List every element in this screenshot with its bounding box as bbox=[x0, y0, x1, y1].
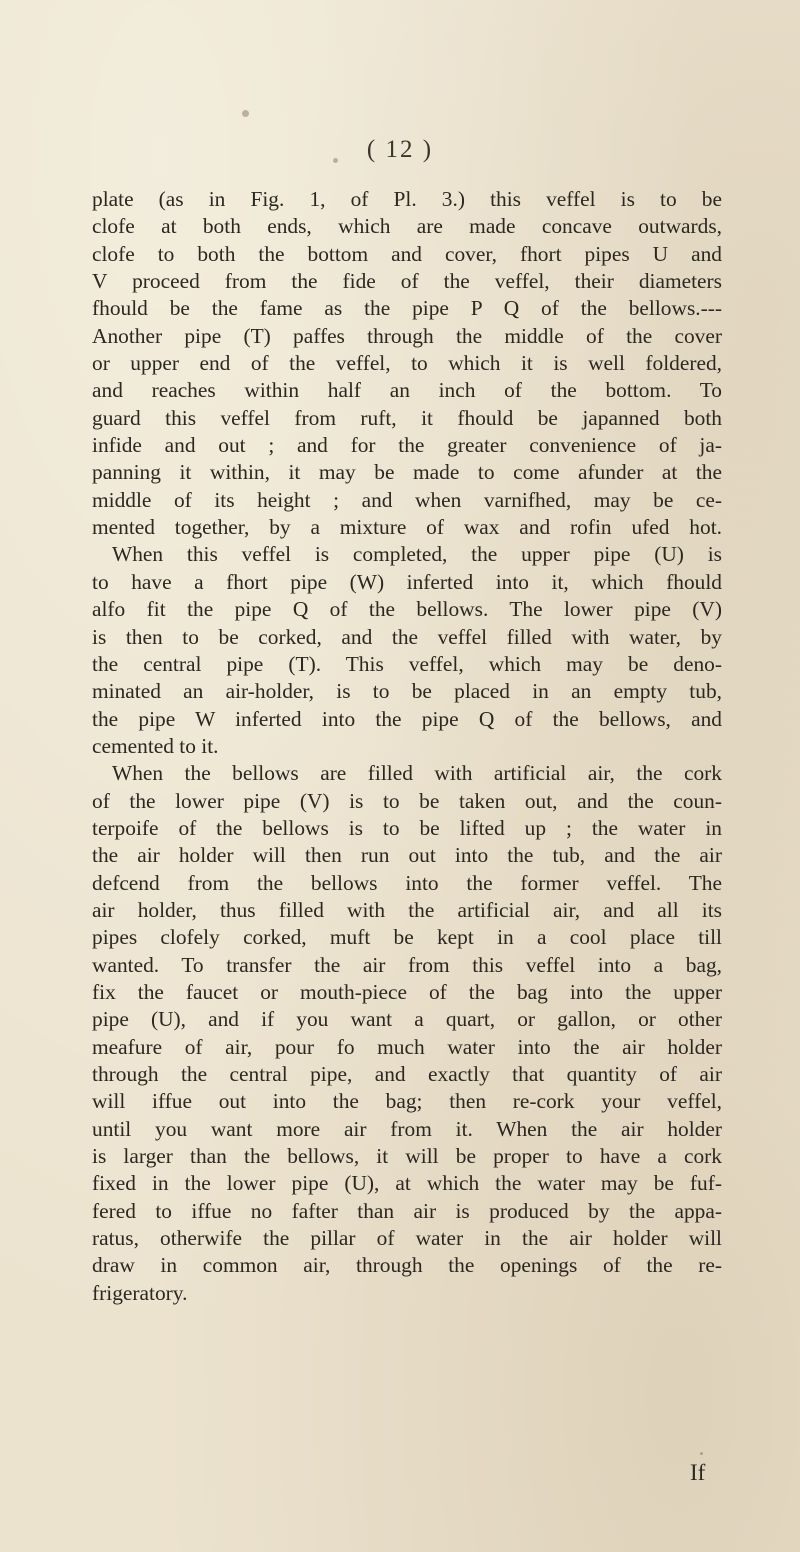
text-line: the air holder will then run out into the tub, and the air bbox=[92, 843, 722, 868]
text-line: alfo fit the pipe Q of the bellows. The lower pipe (V) bbox=[92, 597, 722, 622]
text-line: clofe at both ends, which are made concave outwards, bbox=[92, 214, 722, 239]
text-line: fix the faucet or mouth-piece of the bag into the upper bbox=[92, 979, 722, 1004]
text-line: the pipe W inferted into the pipe Q of the bellows, and bbox=[92, 706, 722, 731]
text-line: mented together, by a mixture of wax and rofin ufed hot. bbox=[92, 515, 722, 540]
ink-speck bbox=[242, 110, 249, 117]
text-line: fhould be the fame as the pipe P Q of the bellows.--- bbox=[92, 296, 722, 321]
text-line: ratus, otherwife the pillar of water in the air holder will bbox=[92, 1226, 722, 1251]
text-line: V proceed from the fide of the veffel, their diameters bbox=[92, 269, 722, 294]
text-line: until you want more air from it. When the air holder bbox=[92, 1116, 722, 1141]
text-line: the central pipe (T). This veffel, which may be deno- bbox=[92, 651, 722, 676]
text-line: middle of its height ; and when varnifhed, may be ce- bbox=[92, 487, 722, 512]
text-line: air holder, thus filled with the artificial air, and all its bbox=[92, 897, 722, 922]
text-line: plate (as in Fig. 1, of Pl. 3.) this veffel is to be bbox=[92, 187, 722, 211]
text-line: panning it within, it may be made to come afunder at the bbox=[92, 460, 722, 485]
text-line: draw in common air, through the openings of the re- bbox=[92, 1253, 722, 1278]
text-line: wanted. To transfer the air from this veffel into a bag, bbox=[92, 952, 722, 977]
text-line: meafure of air, pour fo much water into the air holder bbox=[92, 1034, 722, 1059]
text-line: terpoife of the bellows is to be lifted up ; the water in bbox=[92, 815, 722, 840]
text-line: pipe (U), and if you want a quart, or gallon, or other bbox=[92, 1007, 722, 1032]
text-line: will iffue out into the bag; then re-cork your veffel, bbox=[92, 1089, 722, 1114]
ink-speck bbox=[700, 1452, 703, 1455]
body-text bbox=[92, 186, 722, 1307]
text-line: cemented to it. bbox=[92, 733, 219, 758]
text-line: to have a fhort pipe (W) inferted into it, which fhould bbox=[92, 569, 722, 594]
text-line: and reaches within half an inch of the bottom. To bbox=[92, 378, 722, 403]
page-number: ( 12 ) bbox=[366, 136, 434, 163]
text-line: clofe to both the bottom and cover, fhort pipes U and bbox=[92, 241, 722, 266]
text-line: guard this veffel from ruft, it fhould be japanned both bbox=[92, 405, 722, 430]
text-line: fered to iffue no fafter than air is produced by the appa- bbox=[92, 1198, 722, 1223]
text-line: or upper end of the veffel, to which it is well foldered, bbox=[92, 351, 722, 376]
text-line: through the central pipe, and exactly that quantity of air bbox=[92, 1062, 722, 1086]
text-line: infide and out ; and for the greater convenience of ja- bbox=[92, 433, 722, 458]
text-line: When the bellows are filled with artificial air, the cork bbox=[112, 761, 722, 786]
text-line: frigeratory. bbox=[92, 1280, 188, 1305]
catchword: If bbox=[690, 1460, 706, 1485]
text-line: is larger than the bellows, it will be proper to have a cork bbox=[92, 1144, 722, 1169]
text-line: Another pipe (T) paffes through the middle of the cover bbox=[92, 323, 722, 348]
text-line: of the lower pipe (V) is to be taken out, and the coun- bbox=[92, 788, 722, 813]
text-line: is then to be corked, and the veffel filled with water, by bbox=[92, 624, 722, 649]
text-line: minated an air-holder, is to be placed in an empty tub, bbox=[92, 679, 722, 704]
text-line: When this veffel is completed, the upper pipe (U) is bbox=[112, 542, 722, 567]
text-line: fixed in the lower pipe (U), at which the water may be fuf- bbox=[92, 1171, 722, 1196]
text-line: pipes clofely corked, muft be kept in a cool place till bbox=[92, 925, 722, 950]
text-line: defcend from the bellows into the former veffel. The bbox=[92, 870, 722, 895]
